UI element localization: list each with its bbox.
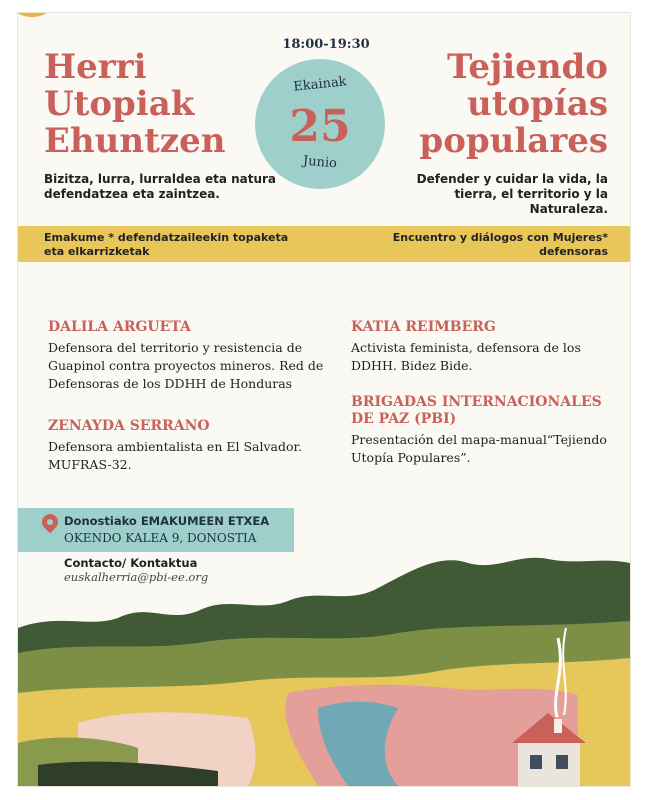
month-basque: Ekainak: [292, 74, 348, 95]
speaker-katia: [351, 319, 616, 375]
band-text-basque: Emakume * defendatzaileekin topaketa eta elkarrizketak: [44, 231, 289, 258]
decorative-blob: [17, 12, 52, 17]
title-es-line-1: Tejiendo: [446, 47, 608, 87]
speaker-dalila: [48, 319, 328, 393]
event-time: 18:00-19:30: [282, 37, 370, 52]
title-eu-line-2: Utopiak: [44, 84, 195, 124]
speaker-desc: Presentación del mapa-manual“Tejiendo Utopía Populares”.: [351, 432, 607, 465]
speaker-name: ZENAYDA SERRANO: [48, 418, 210, 434]
venue-name: Donostiako EMAKUMEEN ETXEA: [64, 514, 270, 528]
title-es-line-3: populares: [419, 121, 608, 161]
event-day: 25: [289, 101, 351, 152]
speaker-desc: Defensora del territorio y resistencia de Guapinol contra proyectos mineros. Red de Defensoras de los DDHH de Honduras: [48, 340, 324, 391]
speaker-desc: Defensora ambientalista en El Salvador. MUFRAS-32.: [48, 439, 303, 472]
title-eu-line-3: Ehuntzen: [44, 121, 226, 161]
venue-box: [18, 508, 294, 552]
speaker-desc: Activista feminista, defensora de los DDHH. Bidez Bide.: [351, 340, 581, 373]
subtitle-basque: Bizitza, lurra, lurraldea eta natura defendatzea eta zaintzea.: [44, 172, 277, 201]
speaker-name: DALILA ARGUETA: [48, 319, 191, 335]
location-pin-icon: [39, 511, 62, 534]
speaker-name: KATIA REIMBERG: [351, 319, 496, 335]
date-circle: [255, 59, 385, 189]
speaker-zenayda: [48, 418, 328, 474]
yellow-band: [18, 226, 630, 262]
venue-address: OKENDO KALEA 9, DONOSTIA: [64, 531, 257, 545]
event-poster: [17, 12, 631, 787]
month-spanish: Junio: [302, 153, 338, 172]
title-basque: [44, 49, 254, 160]
title-eu-line-1: Herri: [44, 47, 147, 87]
contact-label: Contacto/ Kontaktua: [64, 556, 198, 570]
speaker-pbi: [351, 394, 616, 467]
speaker-name: BRIGADAS INTERNACIONALES DE PAZ (PBI): [351, 394, 602, 427]
title-es-line-2: utopías: [467, 84, 608, 124]
contact-email[interactable]: euskalherria@pbi-ee.org: [64, 570, 209, 584]
title-spanish: [378, 49, 608, 160]
subtitle-spanish: Defender y cuidar la vida, la tierra, el territorio y la Naturaleza.: [416, 172, 608, 216]
band-text-spanish: Encuentro y diálogos con Mujeres* defensoras: [392, 231, 608, 258]
